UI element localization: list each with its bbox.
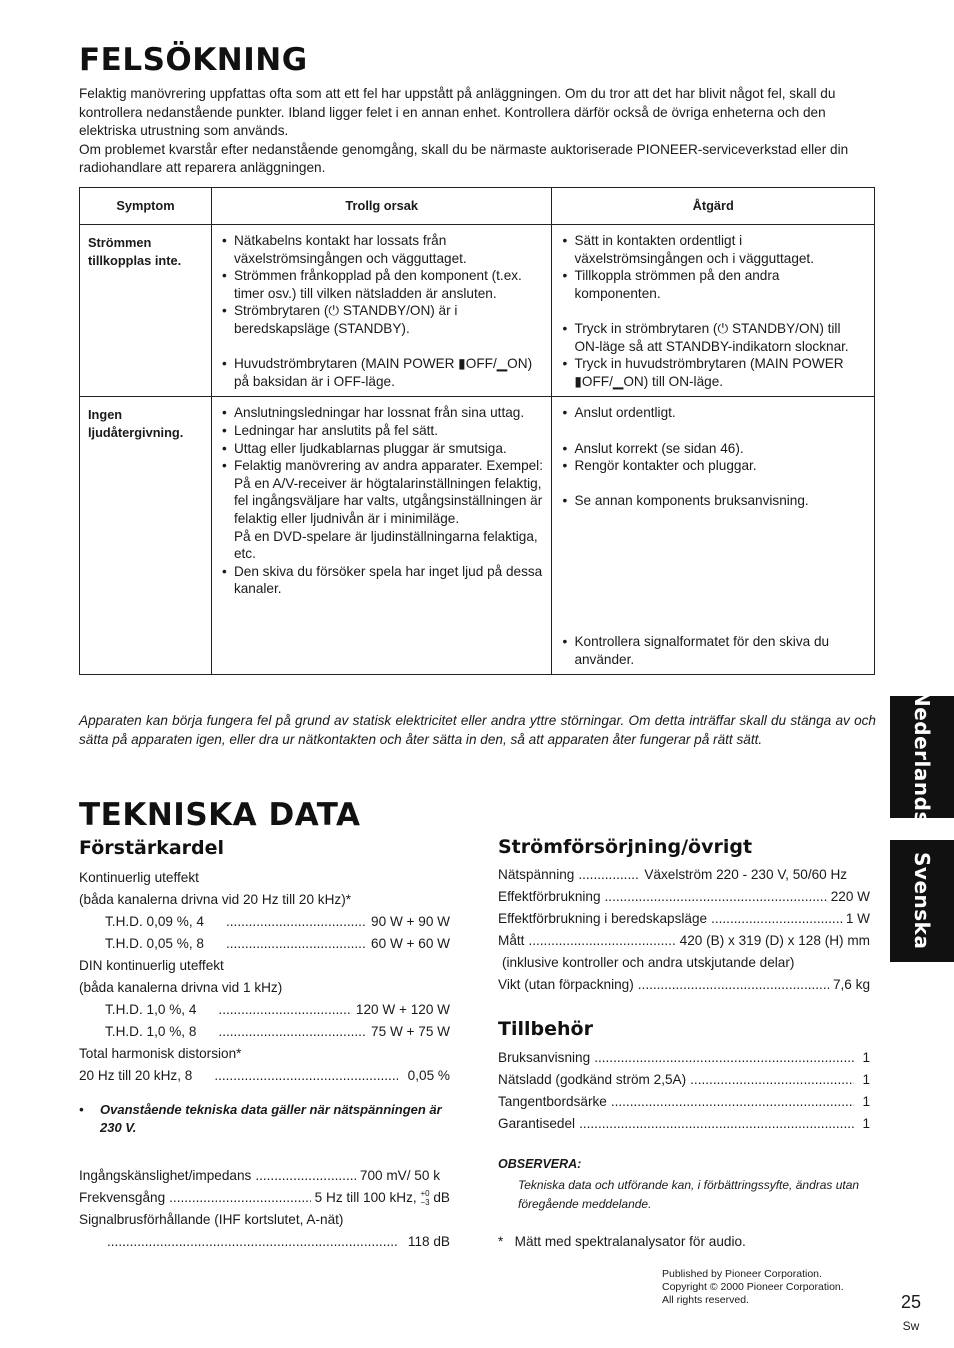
- publisher-line: Copyright © 2000 Pioneer Corporation.: [662, 1281, 844, 1293]
- cause-item: • Den skiva du försöker spela har inget ljud på dessa kanaler.: [220, 563, 544, 598]
- accessory-count: 1: [862, 1072, 870, 1087]
- felsokning-intro: [79, 85, 879, 178]
- freq-tolerance: +0 −3: [420, 1189, 430, 1208]
- spec-row: [79, 911, 450, 933]
- footnote: * Mätt med spektralanalysator för audio.: [498, 1234, 746, 1249]
- cause-cell: [211, 397, 552, 675]
- spec-row: [79, 1231, 450, 1253]
- observera-heading: OBSERVERA:: [498, 1157, 582, 1171]
- accessory-label: Tangentbordsärke: [498, 1094, 607, 1109]
- felsokning-title: FELSÖKNING: [79, 42, 308, 78]
- spec-value: 420 (B) x 319 (D) x 128 (H) mm: [679, 933, 870, 948]
- spec-text: Total harmonisk distorsion*: [79, 1046, 242, 1061]
- accessory-count: 1: [862, 1050, 870, 1065]
- list-item: [498, 1047, 870, 1069]
- intro-paragraph-1: Felaktig manövrering uppfattas ofta som att ett fel har uppstått på anläggningen. Om du tror att det har blivit något fel, skall du kontrollera nedanstående punkter. Ibland ligger felet i en annan enhet. Kontrollera därför också de övriga enheterna och den elektriska utrustning som används.: [79, 86, 836, 138]
- bullet-dot: •: [79, 1102, 84, 1117]
- spec-label: Effektförbrukning: [498, 889, 601, 904]
- troubleshooting-table: [79, 187, 875, 675]
- spec-value: 90 W + 90 W: [371, 914, 450, 929]
- intro-paragraph-2: Om problemet kvarstår efter nedanstående genomgång, skall du be närmaste auktoriserade PIONEER-serviceverkstad eller din radiohandlare att reparera anläggningen.: [79, 141, 849, 175]
- spec-value: 60 W + 60 W: [371, 936, 450, 951]
- list-item: [498, 1113, 870, 1135]
- cause-item: • Nätkabelns kontakt har lossats från växelströmsingången och vägguttaget.: [220, 232, 544, 267]
- cause-item: • Ledningar har anslutits på fel sätt.: [220, 422, 544, 440]
- table-row: [80, 225, 875, 397]
- amplifier-specs: [79, 867, 450, 1253]
- spec-row: [79, 1065, 450, 1087]
- remedy-item: • Tillkoppla strömmen på den andra komponenten.: [560, 267, 866, 302]
- header-remedy: Åtgärd: [552, 188, 875, 225]
- spec-text: Kontinuerlig uteffekt: [79, 870, 199, 885]
- spec-text: (inklusive kontroller och andra utskjutande delar): [502, 955, 795, 970]
- header-symptom: Symptom: [80, 188, 212, 225]
- spec-label: 20 Hz till 20 kHz, 8: [79, 1068, 193, 1083]
- spec-value: 1 W: [845, 911, 870, 926]
- remedy-item: • Sätt in kontakten ordentligt i växelströmsingången och i vägguttaget.: [560, 232, 866, 267]
- spec-text: (båda kanalerna drivna vid 1 kHz): [79, 980, 283, 995]
- cause-item: • Strömmen frånkopplad på den komponent (t.ex. timer osv.) till vilken nätsladden är ansluten.: [220, 267, 544, 302]
- cause-item: • Huvudströmbrytaren (MAIN POWER ▮OFF/▁ON) på baksidan är i OFF-läge.: [220, 355, 544, 390]
- symptom-cell: Strömmen tillkopplas inte.: [80, 225, 212, 397]
- spec-label: T.H.D. 0,09 %, 4: [105, 914, 204, 929]
- cause-example: På en DVD-spelare är ljudinställningarna felaktiga, etc.: [233, 528, 538, 562]
- spec-row: [79, 999, 450, 1021]
- spec-label: Frekvensgång: [79, 1190, 166, 1205]
- tillbehor-heading: Tillbehör: [498, 1018, 593, 1040]
- accessory-count: 1: [862, 1116, 870, 1131]
- spec-value: 0,05 %: [407, 1068, 450, 1083]
- remedy-item: • Tryck in strömbrytaren (⏻ STANDBY/ON) till ON-läge så att STANDBY-indikatorn slocknar.: [560, 320, 866, 355]
- language-tab-label: Nederlands: [910, 690, 934, 824]
- page-language-code: Sw: [902, 1319, 920, 1333]
- spec-value: 7,6 kg: [832, 977, 870, 992]
- spec-label: T.H.D. 0,05 %, 8: [105, 936, 204, 951]
- voltage-note: [79, 1101, 450, 1137]
- spec-row: [79, 933, 450, 955]
- spec-row: [498, 930, 870, 952]
- spec-row: [498, 864, 870, 886]
- accessory-label: Bruksanvisning: [498, 1050, 591, 1065]
- spec-value: Växelström 220 - 230 V, 50/60 Hz: [644, 867, 848, 882]
- spec-label: Effektförbrukning i beredskapsläge: [498, 911, 708, 926]
- language-tab-nederlands[interactable]: [890, 690, 954, 824]
- spec-label: T.H.D. 1,0 %, 8: [105, 1024, 197, 1039]
- spec-value: 220 W: [830, 889, 870, 904]
- voltage-note-text: Ovanstående tekniska data gäller när nätspänningen är 230 V.: [100, 1102, 442, 1135]
- accessory-label: Nätsladd (godkänd ström 2,5A): [498, 1072, 687, 1087]
- remedy-cell: [552, 225, 875, 397]
- header-cause: Trollg orsak: [211, 188, 552, 225]
- table-header-row: [80, 188, 875, 225]
- remedy-item: • Se annan komponents bruksanvisning.: [560, 492, 866, 510]
- list-item: [498, 1069, 870, 1091]
- remedy-item: • Rengör kontakter och pluggar.: [560, 457, 866, 475]
- cause-example: På en A/V-receiver är högtalarinställningen felaktig, fel ingångsväljare har valts, utgångsinställningen är felaktig eller ljudnivån är i minimiläge.: [233, 475, 543, 526]
- spec-row: [498, 908, 870, 930]
- publisher-info: [662, 1268, 844, 1307]
- language-tab-label: Svenska: [910, 852, 934, 950]
- spec-label: T.H.D. 1,0 %, 4: [105, 1002, 197, 1017]
- observera-text: Tekniska data och utförande kan, i förbättringssyfte, ändras utan föregående meddelande.: [518, 1178, 860, 1211]
- spec-text: (båda kanalerna drivna vid 20 Hz till 20 kHz)*: [79, 892, 352, 907]
- cause-item: • Anslutningsledningar har lossnat från sina uttag.: [220, 404, 544, 422]
- publisher-line: Published by Pioneer Corporation.: [662, 1268, 822, 1280]
- spec-label: Ingångskänslighet/impedans: [79, 1168, 252, 1183]
- remedy-item: • Tryck in huvudströmbrytaren (MAIN POWER ▮OFF/▁ON) till ON-läge.: [560, 355, 866, 390]
- accessory-count: 1: [862, 1094, 870, 1109]
- spec-text: Signalbrusförhållande (IHF kortslutet, A-nät): [79, 1212, 344, 1227]
- spec-label: Mått: [498, 933, 525, 948]
- spec-row: [79, 1021, 450, 1043]
- cause-item: • Felaktig manövrering av andra apparater. Exempel:: [220, 457, 544, 475]
- cause-cell: [211, 225, 552, 397]
- table-row: [80, 397, 875, 675]
- accessories-list: [498, 1047, 870, 1135]
- remedy-item: • Anslut korrekt (se sidan 46).: [560, 440, 866, 458]
- language-tab-svenska[interactable]: [890, 840, 954, 962]
- spec-row: [498, 974, 870, 996]
- strom-heading: Strömförsörjning/övrigt: [498, 836, 753, 858]
- cause-item: • Uttag eller ljudkablarnas pluggar är smutsiga.: [220, 440, 544, 458]
- accessory-label: Garantisedel: [498, 1116, 576, 1131]
- spec-text: DIN kontinuerlig uteffekt: [79, 958, 224, 973]
- symptom-cell: Ingen ljudåtergivning.: [80, 397, 212, 675]
- spec-value: 700 mV/ 50 k: [359, 1168, 440, 1183]
- spec-value: 5 Hz till 100 kHz,: [314, 1190, 417, 1205]
- spec-row: [79, 1165, 450, 1187]
- spec-label: Nätspänning: [498, 867, 575, 882]
- page-number: 25: [900, 1292, 922, 1312]
- remedy-cell: [552, 397, 875, 675]
- spec-unit: dB: [433, 1190, 450, 1205]
- static-note: Apparaten kan börja fungera fel på grund av statisk elektricitet eller andra yttre störningar. Om detta inträffar skall du stänga av och sätta på apparaten igen, eller dra ur nätkontakten och åter sätta in den, så att apparaten åter fungerar på rätt sätt.: [79, 713, 876, 747]
- remedy-item: • Kontrollera signalformatet för den skiva du använder.: [560, 633, 866, 668]
- forstarkardel-heading: Förstärkardel: [79, 837, 225, 859]
- spec-label: Vikt (utan förpackning): [498, 977, 634, 992]
- spec-row: [79, 1187, 450, 1209]
- list-item: [498, 1091, 870, 1113]
- remedy-item: • Anslut ordentligt.: [560, 404, 866, 422]
- spec-value: 75 W + 75 W: [371, 1024, 450, 1039]
- spec-row: [498, 886, 870, 908]
- publisher-line: All rights reserved.: [662, 1294, 749, 1306]
- cause-item: • Strömbrytaren (⏻ STANDBY/ON) är i beredskapsläge (STANDBY).: [220, 302, 544, 337]
- spec-value: 120 W + 120 W: [355, 1002, 450, 1017]
- spec-value: 118 dB: [407, 1234, 450, 1249]
- tekniska-title: TEKNISKA DATA: [79, 797, 361, 833]
- power-specs: [498, 864, 870, 996]
